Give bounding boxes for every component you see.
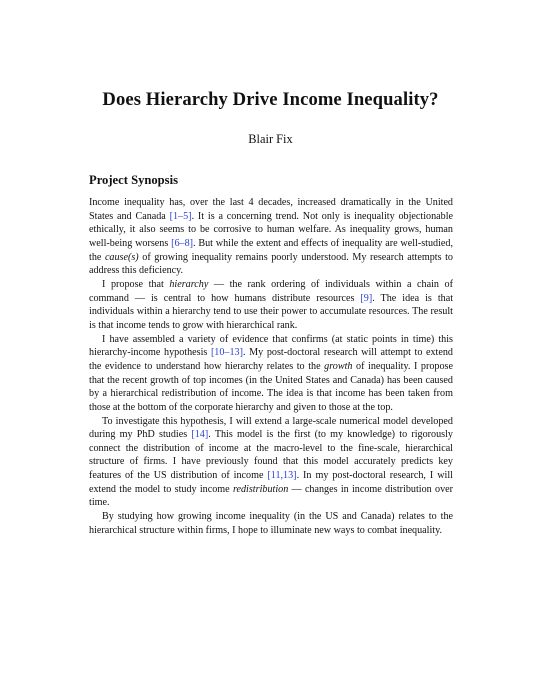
paragraph-text: of inequality. I propose that the recent growth of top incomes (in the United States and Canada) has been caused by a hierarchical redistribution of income. The idea is that income has been taken from those at the bottom of the corporate hierarchy and given to those at the top. bbox=[89, 360, 453, 413]
citation-link[interactable]: [10–13] bbox=[210, 347, 243, 359]
paragraph-text: To investigate this hypothesis, I will extend a large-scale numerical model developed during my PhD studies bbox=[89, 415, 453, 441]
citation-link[interactable]: [1–5] bbox=[169, 210, 192, 222]
emphasized-text: growth bbox=[324, 360, 353, 372]
emphasized-text: hierarchy bbox=[169, 278, 209, 290]
paragraph bbox=[89, 415, 453, 511]
paragraph-text: . It is a concerning trend. Not only is inequality objectionable ethically, it also seems to be corrosive to human welfare. As inequality grows, human well-being worsens bbox=[89, 210, 453, 249]
paragraph bbox=[89, 333, 453, 415]
section-heading: Project Synopsis bbox=[89, 173, 178, 187]
paragraph bbox=[89, 510, 453, 537]
citation-link[interactable]: [9] bbox=[360, 292, 373, 304]
citation-link[interactable]: [14] bbox=[191, 429, 209, 441]
paragraph-text: . This model is the first (to my knowledge) to rigorously connect the distribution of income at the macro-level to the fine-scale, hierarchical structure of firms. I have previously found that this model accurately predicts key features of the US distribution of income bbox=[89, 429, 453, 482]
paragraph-text: of growing inequality remains poorly understood. My research attempts to address this deficiency. bbox=[89, 251, 453, 277]
paragraph-text: Income inequality has, over the last 4 decades, increased dramatically in the United States and Canada bbox=[89, 197, 453, 222]
emphasized-text: cause(s) bbox=[104, 251, 139, 263]
paragraph-text: By studying how growing income inequality (in the US and Canada) relates to the hierarchical structure within firms, I hope to illuminate new ways to combat inequality. bbox=[89, 511, 453, 536]
paragraph-text: . In my post-doctoral research, I will extend the model to study income bbox=[89, 470, 453, 495]
paragraph-text: . My post-doctoral research will attempt to extend the evidence to understand how hierarchy relates to the bbox=[89, 347, 453, 372]
citation-link[interactable]: [11,13] bbox=[267, 470, 297, 482]
paragraph-text: I have assembled a variety of evidence that confirms (at static points in time) this hierarchy-income hypothesis bbox=[89, 333, 453, 359]
paragraph-text: — the rank ordering of individuals within a chain of command — is central to how humans distribute resources bbox=[89, 278, 453, 304]
paragraph bbox=[89, 196, 453, 278]
paragraph-text: . But while the extent and effects of inequality are well-studied, the bbox=[89, 237, 454, 263]
document-title: Does Hierarchy Drive Income Inequality? bbox=[102, 89, 439, 110]
paragraph bbox=[89, 278, 453, 333]
paragraph-text: — changes in income distribution over time. bbox=[89, 483, 453, 509]
section-body bbox=[89, 196, 453, 537]
citation-link[interactable]: [6–8] bbox=[171, 237, 194, 249]
paragraph-text: I propose that bbox=[102, 278, 170, 290]
document-author: Blair Fix bbox=[248, 132, 293, 146]
paragraph-text: . The idea is that individuals within a hierarchy tend to use their power to accumulate resources. The result is that income tends to grow with hierarchical rank. bbox=[89, 292, 454, 331]
emphasized-text: redistribution bbox=[232, 483, 289, 495]
